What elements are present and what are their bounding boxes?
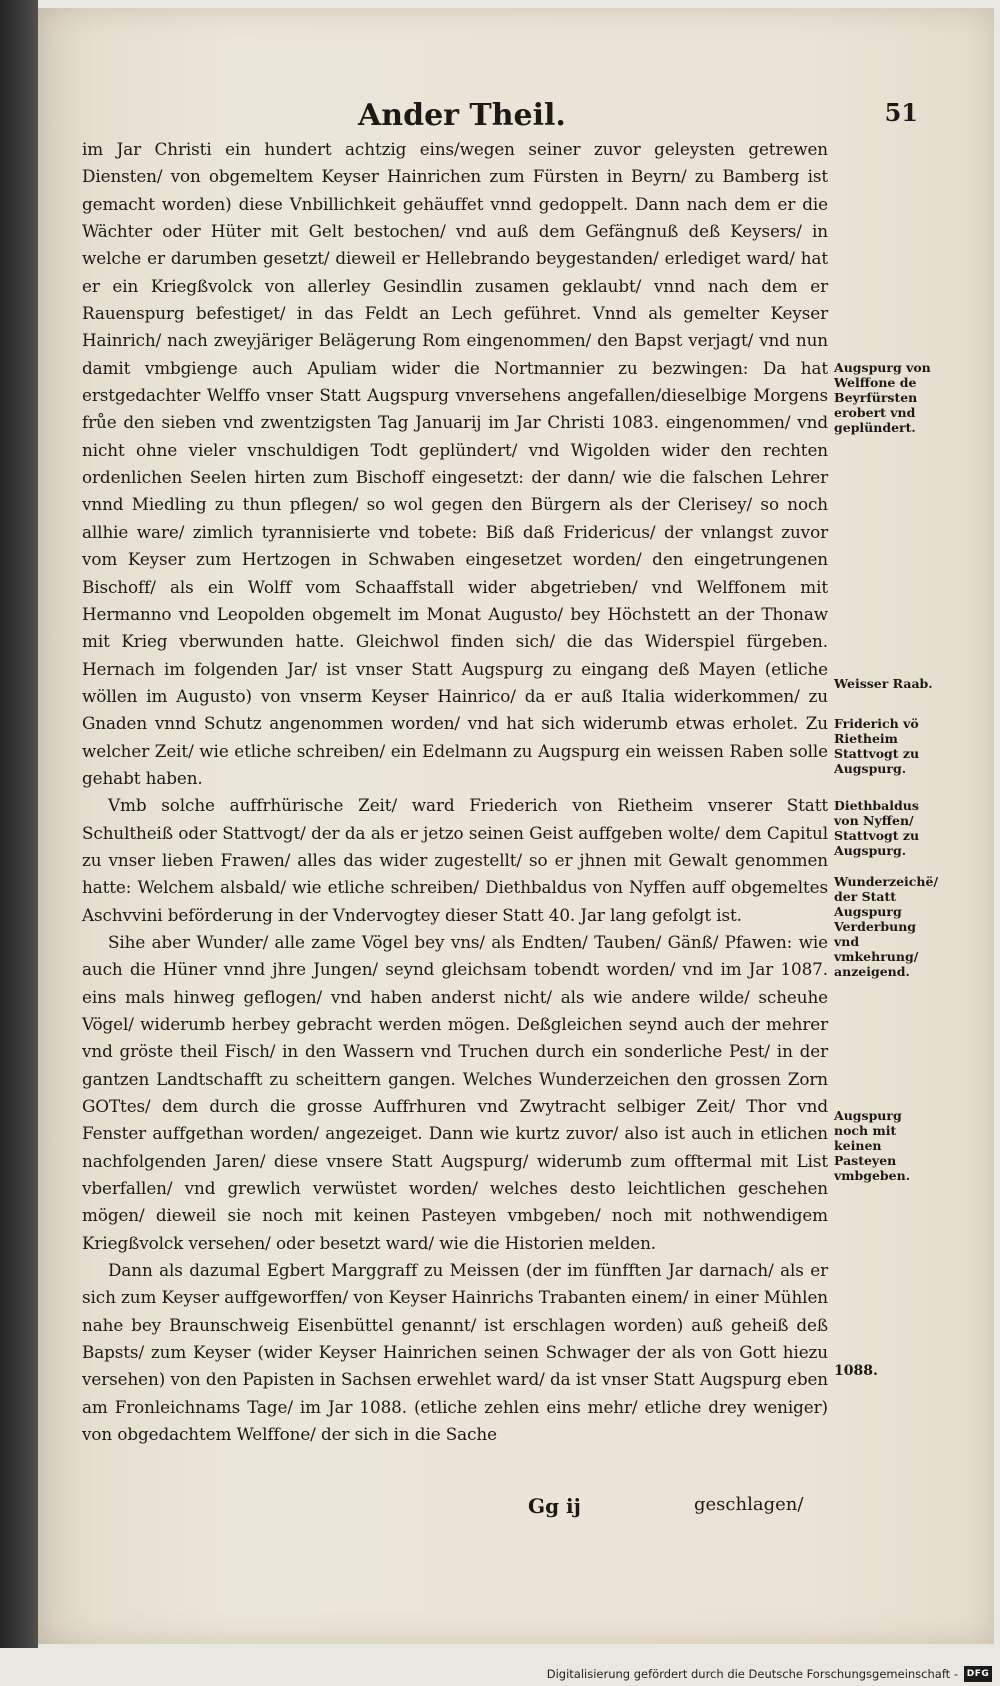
page-number: 51 [884,98,918,127]
scan-edge [0,0,38,1648]
paragraph: Dann als dazumal Egbert Marggraff zu Meissen (der im fünfften Jar darnach/ als er sich zum Keyser auffgeworffen/ von Keyser Hainrichs Trabanten einem/ in einer Mühlen nahe bey Braunschweig Eisenbüttel genannt/ ist erschlagen worden) auß geheiß deß Bapsts/ zum Keyser (wider Keyser Hainrichen seinen Schwager der als von Gott hiezu versehen) von den Papisten in Sachsen erwehlet ward/ da ist vnser Statt Augspurg eben am Fronleichnams Tage/ im Jar 1088. (etliche zehlen eins mehr/ etliche drey weniger) von obgedachtem Welffone/ der sich in die Sache [82,1260,828,1445]
credit-text: Digitalisierung gefördert durch die Deutsche Forschungsgemeinschaft - [546,1667,958,1681]
margin-note-year: 1088. [834,1363,878,1379]
margin-note: Augspurg von Welffone de Beyrfürsten erobert vnd geplündert. [834,360,931,435]
book-page [38,8,994,1644]
margin-note: Augspurg noch mit keinen Pasteyen vmbgeben. [834,1108,911,1183]
paragraph: im Jar Christi ein hundert achtzig eins/wegen seiner zuvor geleysten getrewen Diensten/ von obgemeltem Keyser Hainrichen zum Fürsten in Beyrn/ zu Bamberg ist gemacht worden) diese Vnbillichkeit gehäuffet vnnd gedoppelt. Dann nach dem er die Wächter oder Hüter mit Gelt bestochen/ vnd auß dem Gefängnuß deß Keysers/ in welche er darumben gesetzt/ dieweil er Hellebrando beygestanden/ erlediget ward/ hat er ein Kriegßvolck von allerley Gesindlin zusamen geklaubt/ vnnd nach dem er Rauenspurg befestiget/ in das Feldt an Lech geführet. Vnnd als gemelter Keyser Hainrich/ nach zweyjäriger Belägerung Rom eingenommen/ den Bapst verjagt/ vnd nun damit vmbgienge auch Apuliam wider die Nortmannier zu bezwingen: Da hat erstgedachter Welffo vnser Statt Augspurg vnversehens angefallen/dieselbige Morgens frůe den sieben vnd zwentzigsten Tag Januarij im Jar Christi 1083. eingenommen/ vnd nicht ohne vieler vnschuldigen Todt geplündert/ vnd Wigolden wider den rechten ordenlichen Seelen hirten zum Bischoff eingesetzt: der dann/ wie die falschen Lehrer vnnd Miedling zu thun pflegen/ so wol gegen den Bürgern als der Clerisey/ so noch allhie ware/ zimlich tyrannisierte vnd tobete: Biß daß Fridericus/ der vnlangst zuvor vom Keyser zum Hertzogen in Schwaben eingesetzet worden/ den eingetrungenen Bischoff/ als ein Wolff vom Schaaffstall wider abgetrieben/ vnd Welffonem mit Hermanno vnd Leopolden obgemelt im Monat Augusto/ bey Höchstett an der Thonaw mit Krieg vberwunden hatte. Gleichwol finden sich/ die das Widerspiel fürgeben. Hernach im folgenden Jar/ ist vnser Statt Augspurg zu eingang deß Mayen (etliche wöllen im Augusto) von vnserm Keyser Hainrico/ da er auß Italia widerkommen/ zu Gnaden vnnd Schutz angenommen worden/ vnd hat sich widerumb etwas erholet. Zu welcher Zeit/ wie etliche schreiben/ ein Edelmann zu Augspurg ein weissen Raben solle gehabt haben. [82,139,828,788]
margin-note: Weisser Raab. [834,676,933,691]
margin-note: Friderich vö Rietheim Stattvogt zu Augspurg. [834,716,920,776]
signature-mark: Gg ij [528,1494,581,1518]
header-title: Ander Theil. [358,98,566,133]
dfg-logo: DFG [964,1666,992,1682]
paragraph: Sihe aber Wunder/ alle zame Vögel bey vns/ als Endten/ Tauben/ Gänß/ Pfawen: wie auch die Hüner vnnd jhre Jungen/ seynd gleichsam tobendt worden/ vnd im Jar 1087. eins mals hinweg geflogen/ vnd haben anderst nicht/ als wie andere wilde/ scheuhe Vögel/ widerumb herbey gebracht werden mögen. Deßgleichen seynd auch der mehrer vnd gröste theil Fisch/ in den Wassern vnd Truchen durch ein sonderliche Pest/ in der gantzen Landtschafft zu scheittern gangen. Welches Wunderzeichen den grossen Zorn GOTtes/ dem durch die grosse Auffrhuren vnd Zwytracht selbiger Zeit/ Thor vnd Fenster auffgethan worden/ angezeiget. Dann wie kurtz zuvor/ also ist auch in etlichen nachfolgenden Jaren/ diese vnsere Statt Augspurg/ widerumb zum offtermal mit List vberfallen/ vnd grewlich verwüstet worden/ welches desto leichtlichen geschehen mögen/ dieweil sie noch mit keinen Pasteyen vmbgeben/ noch mit nothwendigem Kriegßvolck versehen/ oder besetzt ward/ wie die Historien melden. [82,931,828,1253]
paragraph: Vmb solche auffrhürische Zeit/ ward Friederich von Rietheim vnserer Statt Schultheiß oder Stattvogt/ der da als er jetzo seinen Geist auffgeben wolte/ dem Capitul zu vnser lieben Frawen/ alles das wider zugestellt/ so er jhnen mit Gewalt genommen hatte: Welchem alsbald/ wie etliche schreiben/ Diethbaldus von Nyffen auff obgemeltes Aschvvini beförderung in der Vndervogtey dieser Statt 40. Jar lang gefolgt ist. [82,795,828,925]
margin-note: Wunderzeichë/ der Statt Augspurg Verderbung vnd vmkehrung/ anzeigend. [834,874,939,979]
catchword: geschlagen/ [694,1494,804,1515]
body-text [82,136,828,1506]
digitization-credit [547,1664,992,1684]
margin-note: Diethbaldus von Nyffen/ Stattvogt zu Augspurg. [834,798,920,858]
